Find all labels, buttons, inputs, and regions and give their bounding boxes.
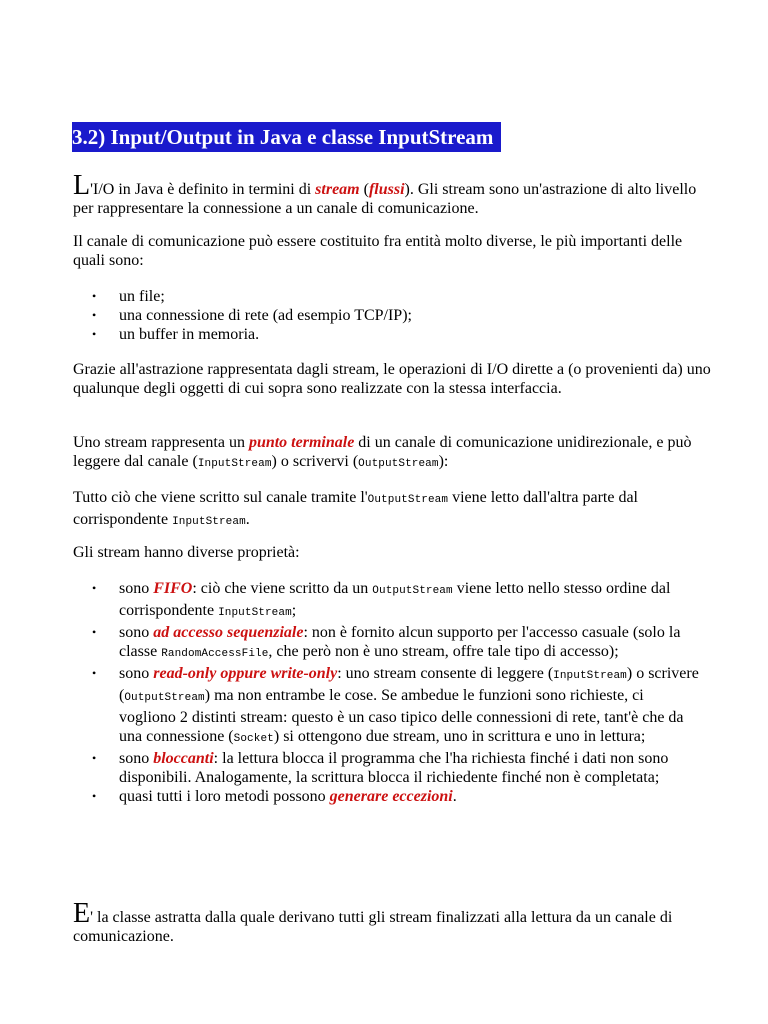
list-item: • un file; [92, 288, 165, 305]
list-item-bloccanti: • sono bloccanti: la lettura blocca il programma che l'ha richiesta finché i dati non sono disponibili. Analogamente, la scrittura blocca il richiedente finché non è completata; [92, 750, 669, 786]
emphasis-stream: stream [315, 181, 360, 198]
bullet-icon: • [92, 327, 97, 341]
bullet-icon: • [92, 581, 97, 595]
bullet-icon: • [92, 289, 97, 303]
drop-cap: L [73, 170, 91, 201]
code-inputstream: InputStream [172, 516, 246, 528]
emphasis-punto-terminale: punto terminale [248, 434, 355, 451]
bullet-icon: • [92, 625, 97, 639]
code-outputstream: OutputStream [358, 458, 439, 470]
bullet-icon: • [92, 308, 97, 322]
entity-list [92, 287, 702, 344]
code-inputstream: InputStream [197, 458, 272, 470]
list-item-sequenziale: • sono ad accesso sequenziale: non è fornito alcun supporto per l'accesso casuale (solo la classe RandomAccessFile, che però non è uno stream, offre tale tipo di accesso); [92, 624, 681, 660]
bullet-icon: • [92, 789, 97, 803]
paragraph-proprieta: Gli stream hanno diverse proprietà: [73, 544, 300, 561]
intro-paragraph [73, 170, 713, 218]
emphasis-flussi: flussi [368, 181, 405, 198]
bullet-icon: • [92, 666, 97, 680]
list-item: • un buffer in memoria. [92, 326, 260, 343]
paragraph-grazie: Grazie all'astrazione rappresentata dagli stream, le operazioni di I/O dirette a (o provenienti da) uno qualunque degli oggetti di cui sopra sono realizzate con la stessa interfaccia. [73, 361, 711, 397]
list-item: • una connessione di rete (ad esempio TCP/IP); [92, 307, 412, 324]
paragraph-tutto: Tutto ciò che viene scritto sul canale tramite l'OutputStream viene letto dall'altra parte dal corrispondente InputStream. [73, 489, 638, 528]
text: 'I/O in Java è definito in termini di [90, 181, 316, 198]
bullet-icon: • [92, 751, 97, 765]
list-item-eccezioni: • quasi tutti i loro metodi possono generare eccezioni. [92, 788, 457, 805]
text: ). Gli stream sono un'astrazione di alto livello per rappresentare la connessione a un canale di comunicazione. [73, 181, 697, 217]
code-outputstream: OutputStream [367, 494, 449, 506]
paragraph-punto-terminale: Uno stream rappresenta un punto terminale di un canale di comunicazione unidirezionale, e può leggere dal canale (InputStream) o scrivervi (OutputStream): [73, 434, 692, 470]
drop-cap: E [73, 898, 91, 929]
section-heading: 3.2) Input/Output in Java e classe InputStream [72, 122, 501, 152]
paragraph-canale: Il canale di comunicazione può essere costituito fra entità molto diverse, le più importanti delle quali sono: [73, 233, 683, 269]
list-item-fifo: • sono FIFO: ciò che viene scritto da un OutputStream viene letto nello stesso ordine dal corrispondente InputStream; [92, 580, 671, 619]
properties-list [92, 579, 702, 806]
paragraph-classe-astratta: E' la classe astratta dalla quale derivano tutti gli stream finalizzati alla lettura da un canale di comunicazione. [73, 898, 673, 945]
text: ( [359, 181, 369, 198]
list-item-readonly: • sono read-only oppure write-only: uno stream consente di leggere (InputStream) o scrivere (OutputStream) ma non entrambe le cose. Se ambedue le funzioni sono richieste, ci vogliono 2 distinti stream: questo è un caso tipico delle connessioni di rete, tant'è che da una connessione (Socket) si ottengono due stream, uno in scrittura e uno in lettura; [92, 665, 699, 745]
